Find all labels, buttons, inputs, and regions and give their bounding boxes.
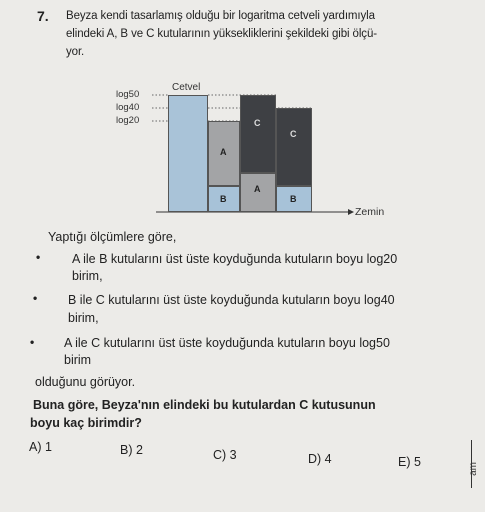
bullet-3-line-2: birim [64, 353, 92, 367]
tick-log40: log40 [116, 102, 140, 113]
box-label: B [220, 194, 227, 204]
side-footer-text: am [468, 462, 479, 476]
question-ask-line-1: Buna göre, Beyza'nın elindeki bu kutulardan C kutusunun [33, 398, 376, 412]
question-number: 7. [37, 8, 49, 24]
ruler-label: Cetvel [172, 82, 201, 93]
box-label: C [254, 118, 261, 128]
box-label: A [220, 147, 227, 157]
box-c-stack-3 [276, 108, 312, 186]
box-label: B [290, 194, 297, 204]
tick-log50: log50 [116, 89, 140, 100]
bullet-3-line-1: A ile C kutularını üst üste koyduğunda kutuların boyu log50 [64, 336, 390, 350]
question-line-1: Beyza kendi tasarlamış olduğu bir logaritma cetveli yardımıyla [66, 10, 375, 22]
option-a[interactable]: A) 1 [29, 440, 52, 454]
box-label: C [290, 129, 297, 139]
bullet-1-line-2: birim, [72, 269, 103, 283]
ruler [168, 95, 208, 212]
bullet-2-line-2: birim, [68, 311, 99, 325]
question-ask-line-2: boyu kaç birimdir? [30, 416, 142, 430]
option-c[interactable]: C) 3 [213, 448, 237, 462]
box-b-stack-3 [276, 186, 312, 212]
box-c-stack-2 [240, 95, 276, 173]
option-b[interactable]: B) 2 [120, 443, 143, 457]
observed-text: olduğunu görüyor. [35, 375, 136, 389]
bullet-dot: • [33, 291, 38, 305]
bullet-2-line-1: B ile C kutularını üst üste koyduğunda kutuların boyu log40 [68, 293, 395, 307]
option-d[interactable]: D) 4 [308, 452, 332, 466]
intro-text: Yaptığı ölçümlere göre, [48, 230, 177, 244]
box-a-stack-2 [240, 173, 276, 212]
bullet-1-line-1: A ile B kutularını üst üste koyduğunda kutuların boyu log20 [72, 252, 398, 266]
box-label: A [254, 184, 261, 194]
box-a-stack-1 [208, 121, 240, 186]
question-line-3: yor. [66, 46, 85, 58]
logarithm-ruler-figure [116, 84, 396, 226]
axis-label-zemin: Zemin [355, 206, 385, 218]
tick-log20: log20 [116, 115, 140, 126]
option-e[interactable]: E) 5 [398, 455, 421, 469]
question-line-2: elindeki A, B ve C kutularının yüksekliklerini şekildeki gibi ölçü- [66, 28, 377, 40]
bullet-dot: • [30, 335, 35, 349]
box-b-stack-1 [208, 186, 240, 212]
bullet-dot: • [36, 250, 41, 264]
